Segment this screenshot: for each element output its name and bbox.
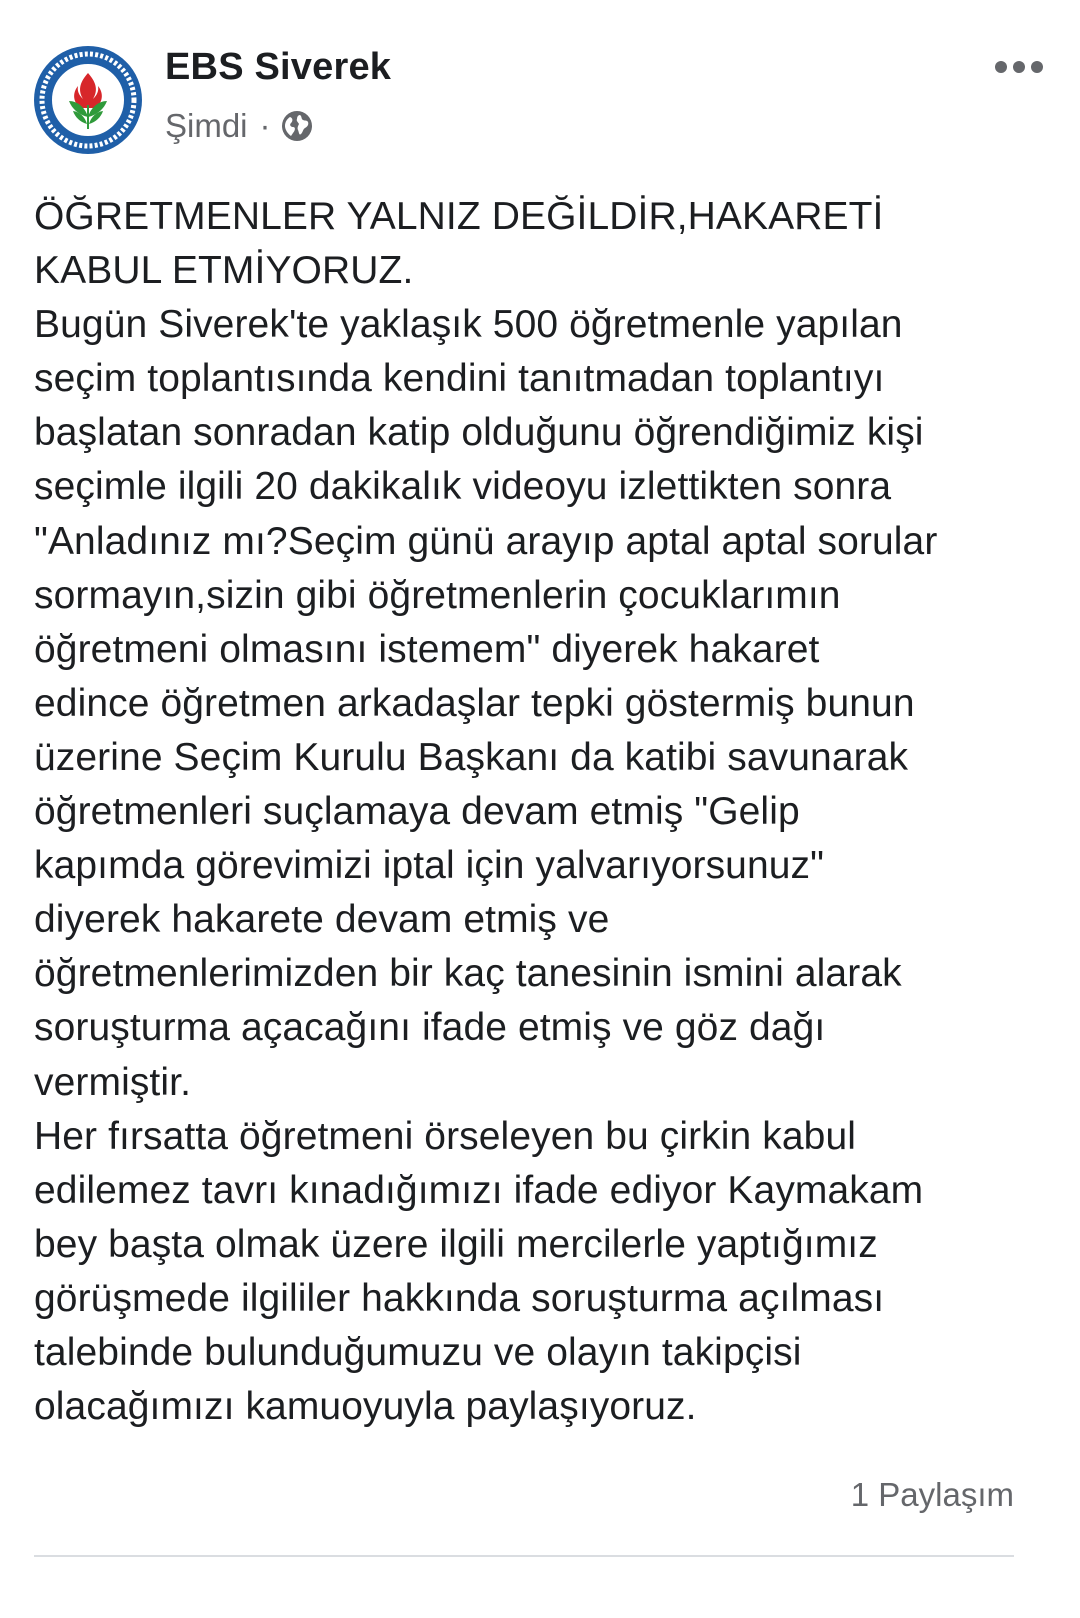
- post-body-line: öğretmenleri suçlamaya devam etmiş "Gelip: [34, 790, 800, 834]
- globe-icon[interactable]: [281, 110, 313, 142]
- author-name[interactable]: EBS Siverek: [165, 46, 392, 88]
- post-body-line: Her fırsatta öğretmeni örseleyen bu çirkin kabul: [34, 1114, 857, 1158]
- post-header: [33, 40, 1053, 160]
- post-body-line: başlatan sonradan katip olduğunu öğrendiğimiz kişi: [34, 411, 924, 455]
- meta-separator: ·: [259, 107, 271, 144]
- post-body-line: vermiştir.: [34, 1060, 191, 1104]
- divider: [34, 1555, 1014, 1557]
- post-time[interactable]: Şimdi: [165, 107, 248, 144]
- post-body-line: Bugün Siverek'te yaklaşık 500 öğretmenle yapılan: [34, 303, 903, 347]
- post-body-line: seçimle ilgili 20 dakikalık videoyu izlettikten sonra: [34, 465, 892, 509]
- post-body-line: edilemez tavrı kınadığımızı ifade ediyor Kaymakam: [34, 1168, 924, 1212]
- more-options-icon[interactable]: [993, 52, 1045, 82]
- post-body-line: "Anladınız mı?Seçim günü arayıp aptal aptal sorular: [34, 519, 938, 563]
- post-body-line: talebinde bulunduğumuzu ve olayın takipçisi: [34, 1330, 802, 1374]
- post-body-line: diyerek hakarete devam etmiş ve: [34, 898, 610, 942]
- post-body-line: seçim toplantısında kendini tanıtmadan toplantıyı: [34, 357, 885, 401]
- egitim-bir-sen-logo-icon: [33, 45, 143, 155]
- avatar[interactable]: [33, 45, 143, 155]
- post-body-line: bey başta olmak üzere ilgili mercilerle yaptığımız: [34, 1222, 878, 1266]
- post-body-line: kapımda görevimizi iptal için yalvarıyorsunuz": [34, 844, 825, 888]
- post-body-line: görüşmede ilgililer hakkında soruşturma açılması: [34, 1276, 885, 1320]
- post-body-line: üzerine Seçim Kurulu Başkanı da katibi savunarak: [34, 735, 909, 779]
- post-body-line: öğretmenlerimizden bir kaç tanesinin ismini alarak: [34, 952, 902, 996]
- post-body-line: ÖĞRETMENLER YALNIZ DEĞİLDİR,HAKARETİ: [34, 195, 884, 238]
- post-body-line: edince öğretmen arkadaşlar tepki göstermiş bunun: [34, 681, 915, 725]
- post-body-line: soruşturma açacağını ifade etmiş ve göz dağı: [34, 1006, 826, 1050]
- post-body: [34, 190, 1039, 1434]
- post-body-line: KABUL ETMİYORUZ.: [34, 249, 414, 293]
- share-count[interactable]: 1 Paylaşım: [850, 1476, 1014, 1513]
- post-meta: [165, 106, 313, 146]
- post-body-line: sormayın,sizin gibi öğretmenlerin çocuklarımın: [34, 573, 841, 617]
- post-body-line: öğretmeni olmasını istemem" diyerek hakaret: [34, 627, 820, 671]
- post-body-line: olacağımızı kamuoyuyla paylaşıyoruz.: [34, 1385, 697, 1429]
